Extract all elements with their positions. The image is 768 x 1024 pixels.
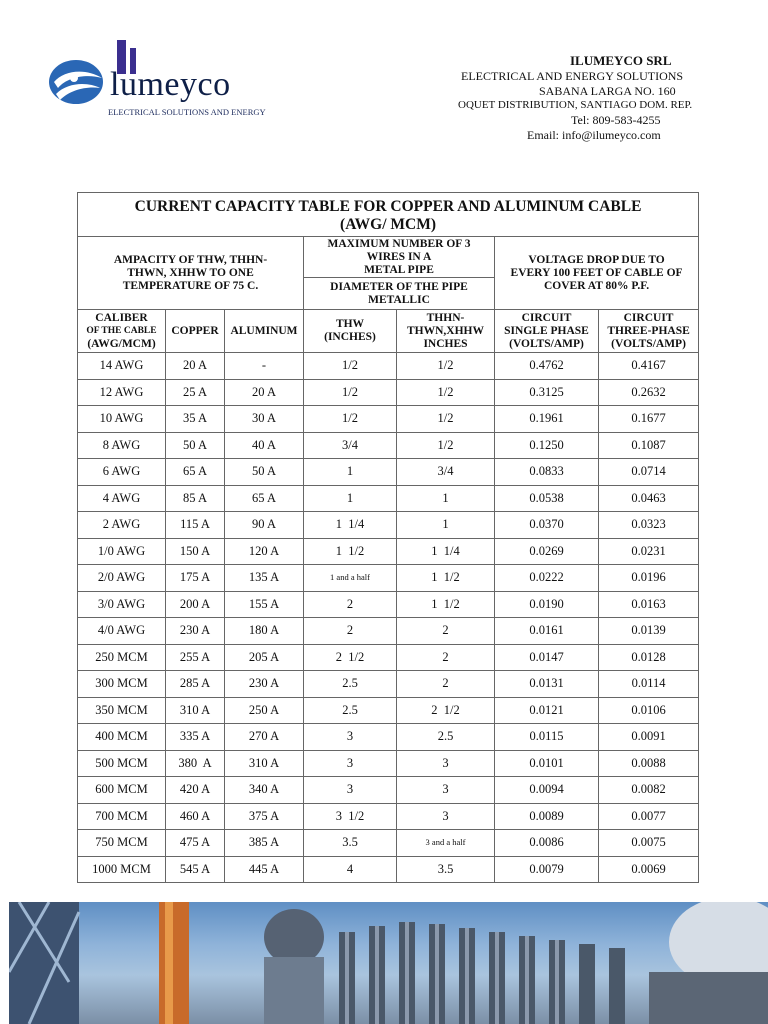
table-row (78, 459, 699, 486)
column-three-phase: CIRCUIT THREE-PHASE (VOLTS/AMP) (599, 310, 699, 353)
cell-aluminum: 445 A (225, 856, 304, 883)
table-row (78, 565, 699, 592)
cell-three-phase: 0.0075 (599, 830, 699, 857)
cell-copper: 25 A (166, 379, 225, 406)
cell-thhn: 1/2 (397, 379, 495, 406)
cell-thw: 1/2 (304, 379, 397, 406)
cell-copper: 335 A (166, 724, 225, 751)
cell-copper: 460 A (166, 803, 225, 830)
cell-aluminum: 180 A (225, 618, 304, 645)
cell-thw: 3 (304, 750, 397, 777)
cell-aluminum: 155 A (225, 591, 304, 618)
cell-thhn: 2 (397, 618, 495, 645)
cell-caliber: 4 AWG (78, 485, 166, 512)
column-thhn: THHN- THWN,XHHW INCHES (397, 310, 495, 353)
cell-copper: 420 A (166, 777, 225, 804)
cell-caliber: 2 AWG (78, 512, 166, 539)
cell-caliber: 2/0 AWG (78, 565, 166, 592)
cell-single-phase: 0.0079 (495, 856, 599, 883)
table-row (78, 512, 699, 539)
cell-three-phase: 0.0163 (599, 591, 699, 618)
cell-aluminum: 30 A (225, 406, 304, 433)
header-pipe-diameter: DIAMETER OF THE PIPE METALLIC (304, 278, 495, 310)
cell-single-phase: 0.0161 (495, 618, 599, 645)
cell-thw: 1/2 (304, 406, 397, 433)
cell-caliber: 750 MCM (78, 830, 166, 857)
cell-thw: 1 1/2 (304, 538, 397, 565)
table-body (78, 353, 699, 883)
company-logo (46, 38, 276, 124)
cell-aluminum: 340 A (225, 777, 304, 804)
cell-copper: 175 A (166, 565, 225, 592)
cell-thw: 1 (304, 459, 397, 486)
cell-caliber: 700 MCM (78, 803, 166, 830)
cell-caliber: 6 AWG (78, 459, 166, 486)
cell-aluminum: 40 A (225, 432, 304, 459)
cell-caliber: 14 AWG (78, 353, 166, 380)
cell-thw: 3 (304, 777, 397, 804)
table-row (78, 671, 699, 698)
cell-three-phase: 0.0069 (599, 856, 699, 883)
cell-thw: 3/4 (304, 432, 397, 459)
cell-three-phase: 0.0714 (599, 459, 699, 486)
cell-single-phase: 0.0269 (495, 538, 599, 565)
cell-aluminum: 205 A (225, 644, 304, 671)
table-row (78, 803, 699, 830)
cell-copper: 475 A (166, 830, 225, 857)
header-ampacity: AMPACITY OF THW, THHN- THWN, XHHW TO ONE TEMPERATURE OF 75 C. (78, 237, 304, 310)
industrial-equipment-image (9, 902, 768, 1024)
cell-single-phase: 0.0089 (495, 803, 599, 830)
cell-three-phase: 0.0082 (599, 777, 699, 804)
table-title (78, 193, 699, 237)
cell-thw: 1 and a half (304, 565, 397, 592)
cell-thhn: 3 and a half (397, 830, 495, 857)
cell-three-phase: 0.0196 (599, 565, 699, 592)
cell-caliber: 1000 MCM (78, 856, 166, 883)
cell-copper: 85 A (166, 485, 225, 512)
cell-single-phase: 0.0121 (495, 697, 599, 724)
cell-thw: 2 (304, 618, 397, 645)
cell-copper: 545 A (166, 856, 225, 883)
cell-copper: 20 A (166, 353, 225, 380)
cell-caliber: 250 MCM (78, 644, 166, 671)
table-row (78, 432, 699, 459)
cell-copper: 200 A (166, 591, 225, 618)
cell-single-phase: 0.1961 (495, 406, 599, 433)
cell-aluminum: 50 A (225, 459, 304, 486)
cell-thhn: 2 (397, 671, 495, 698)
footer-photo (9, 902, 768, 1024)
cell-three-phase: 0.0088 (599, 750, 699, 777)
cell-thw: 4 (304, 856, 397, 883)
cell-single-phase: 0.0222 (495, 565, 599, 592)
cell-caliber: 10 AWG (78, 406, 166, 433)
cell-three-phase: 0.0139 (599, 618, 699, 645)
cell-single-phase: 0.0370 (495, 512, 599, 539)
cell-thhn: 1 1/2 (397, 565, 495, 592)
cell-caliber: 12 AWG (78, 379, 166, 406)
cell-thw: 3 1/2 (304, 803, 397, 830)
cell-aluminum: 20 A (225, 379, 304, 406)
table-title-line1: CURRENT CAPACITY TABLE FOR COPPER AND ALUMINUM CABLE (134, 197, 642, 215)
cell-thw: 1 (304, 485, 397, 512)
cell-copper: 150 A (166, 538, 225, 565)
cell-three-phase: 0.0323 (599, 512, 699, 539)
cell-thhn: 3 (397, 803, 495, 830)
cell-aluminum: 65 A (225, 485, 304, 512)
logo-wordmark: lumeyco (110, 66, 231, 103)
cell-single-phase: 0.0833 (495, 459, 599, 486)
cell-aluminum: 310 A (225, 750, 304, 777)
cell-caliber: 4/0 AWG (78, 618, 166, 645)
column-caliber-line1: CALIBER (95, 311, 148, 324)
cell-three-phase: 0.0231 (599, 538, 699, 565)
cell-thw: 2.5 (304, 671, 397, 698)
cell-aluminum: 375 A (225, 803, 304, 830)
cell-single-phase: 0.0086 (495, 830, 599, 857)
cell-thw: 3.5 (304, 830, 397, 857)
cell-three-phase: 0.0106 (599, 697, 699, 724)
cell-single-phase: 0.0147 (495, 644, 599, 671)
cell-thhn: 3 (397, 777, 495, 804)
cell-thw: 2.5 (304, 697, 397, 724)
cell-thhn: 3 (397, 750, 495, 777)
cell-aluminum: 230 A (225, 671, 304, 698)
cell-copper: 255 A (166, 644, 225, 671)
cell-aluminum: 270 A (225, 724, 304, 751)
cell-copper: 285 A (166, 671, 225, 698)
table-row (78, 485, 699, 512)
cell-copper: 380 A (166, 750, 225, 777)
cell-thw: 2 1/2 (304, 644, 397, 671)
company-address: SABANA LARGA NO. 160 (539, 84, 676, 98)
cell-aluminum: 250 A (225, 697, 304, 724)
current-capacity-table (77, 192, 699, 883)
company-name: ILUMEYCO SRL (570, 53, 672, 68)
cell-thhn: 3/4 (397, 459, 495, 486)
cell-thhn: 1 (397, 512, 495, 539)
cell-thhn: 1 (397, 485, 495, 512)
cell-aluminum: 385 A (225, 830, 304, 857)
table-row (78, 830, 699, 857)
table-row (78, 353, 699, 380)
table-row (78, 644, 699, 671)
cell-three-phase: 0.0128 (599, 644, 699, 671)
table-row (78, 406, 699, 433)
column-aluminum: ALUMINUM (225, 310, 304, 353)
cell-thw: 3 (304, 724, 397, 751)
cell-three-phase: 0.0077 (599, 803, 699, 830)
cell-three-phase: 0.0114 (599, 671, 699, 698)
company-phone: Tel: 809-583-4255 (571, 113, 661, 127)
table-row (78, 591, 699, 618)
cell-thw: 2 (304, 591, 397, 618)
column-caliber (78, 310, 166, 353)
cell-three-phase: 0.2632 (599, 379, 699, 406)
cell-caliber: 1/0 AWG (78, 538, 166, 565)
column-thw: THW (INCHES) (304, 310, 397, 353)
cell-aluminum: 135 A (225, 565, 304, 592)
header-voltage-drop: VOLTAGE DROP DUE TO EVERY 100 FEET OF CABLE OF COVER AT 80% P.F. (495, 237, 699, 310)
cell-three-phase: 0.1087 (599, 432, 699, 459)
logo-tagline: ELECTRICAL SOLUTIONS AND ENERGY (108, 107, 266, 117)
cell-thhn: 1 1/4 (397, 538, 495, 565)
cell-single-phase: 0.3125 (495, 379, 599, 406)
cell-single-phase: 0.0115 (495, 724, 599, 751)
cell-three-phase: 0.0091 (599, 724, 699, 751)
cell-caliber: 3/0 AWG (78, 591, 166, 618)
column-copper: COPPER (166, 310, 225, 353)
cell-single-phase: 0.4762 (495, 353, 599, 380)
table-row (78, 856, 699, 883)
column-single-phase: CIRCUIT SINGLE PHASE (VOLTS/AMP) (495, 310, 599, 353)
cell-caliber: 8 AWG (78, 432, 166, 459)
cell-copper: 65 A (166, 459, 225, 486)
cell-single-phase: 0.0538 (495, 485, 599, 512)
table-row (78, 538, 699, 565)
cell-thhn: 2 1/2 (397, 697, 495, 724)
table-title-line2: (AWG/ MCM) (340, 215, 437, 233)
cell-aluminum: 90 A (225, 512, 304, 539)
company-email: Email: info@ilumeyco.com (527, 128, 661, 142)
cell-thw: 1 1/4 (304, 512, 397, 539)
cell-thhn: 2.5 (397, 724, 495, 751)
cell-thhn: 3.5 (397, 856, 495, 883)
cell-caliber: 300 MCM (78, 671, 166, 698)
cell-thhn: 1/2 (397, 406, 495, 433)
table-row (78, 618, 699, 645)
cell-aluminum: 120 A (225, 538, 304, 565)
cell-copper: 230 A (166, 618, 225, 645)
table-row (78, 750, 699, 777)
header-max-wires: MAXIMUM NUMBER OF 3 WIRES IN A METAL PIPE (304, 237, 495, 278)
cell-single-phase: 0.0094 (495, 777, 599, 804)
cell-single-phase: 0.0131 (495, 671, 599, 698)
table-row (78, 379, 699, 406)
cell-aluminum: - (225, 353, 304, 380)
cell-copper: 50 A (166, 432, 225, 459)
cell-thhn: 2 (397, 644, 495, 671)
cell-single-phase: 0.0101 (495, 750, 599, 777)
cell-caliber: 400 MCM (78, 724, 166, 751)
cell-three-phase: 0.1677 (599, 406, 699, 433)
cell-thhn: 1/2 (397, 432, 495, 459)
cell-three-phase: 0.4167 (599, 353, 699, 380)
cell-caliber: 600 MCM (78, 777, 166, 804)
cell-single-phase: 0.0190 (495, 591, 599, 618)
cell-copper: 310 A (166, 697, 225, 724)
cell-copper: 35 A (166, 406, 225, 433)
table-row (78, 724, 699, 751)
company-location: OQUET DISTRIBUTION, SANTIAGO DOM. REP. (458, 99, 693, 111)
cell-thhn: 1/2 (397, 353, 495, 380)
cell-single-phase: 0.1250 (495, 432, 599, 459)
cell-three-phase: 0.0463 (599, 485, 699, 512)
cell-caliber: 350 MCM (78, 697, 166, 724)
cell-thw: 1/2 (304, 353, 397, 380)
column-caliber-line3: (AWG/MCM) (87, 337, 156, 350)
column-caliber-line2: OF THE CABLE (86, 325, 157, 336)
table-row (78, 697, 699, 724)
cell-caliber: 500 MCM (78, 750, 166, 777)
company-description: ELECTRICAL AND ENERGY SOLUTIONS (461, 69, 684, 83)
cell-copper: 115 A (166, 512, 225, 539)
table-row (78, 777, 699, 804)
cell-thhn: 1 1/2 (397, 591, 495, 618)
